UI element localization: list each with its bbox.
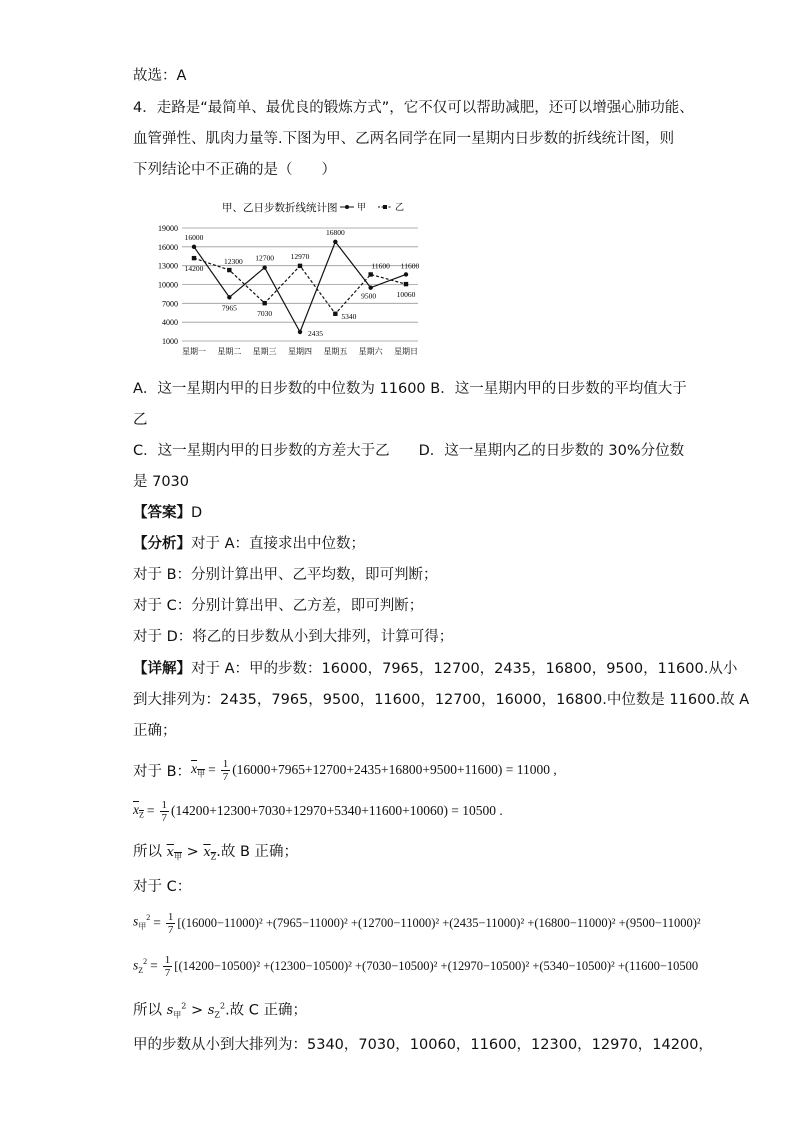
frac-den: 7	[161, 811, 168, 824]
equals: =	[153, 915, 161, 930]
formula-mean-yi	[133, 793, 503, 829]
gt: >	[190, 1002, 204, 1019]
detail-text-1: 对于 A：甲的步数：16000，7965，12700，2435，16800，9500，11600.从小	[191, 661, 738, 677]
fraction	[163, 954, 173, 979]
x-tick-label: 星期三	[252, 347, 277, 356]
equals: =	[150, 958, 158, 973]
answer-line	[133, 503, 202, 523]
mean-yi-symbol	[203, 845, 216, 860]
var-x: x	[133, 802, 139, 818]
var-symbol-jia: $s_甲^2$	[133, 913, 151, 932]
y-tick-label: 13000	[158, 261, 178, 271]
fraction	[160, 799, 170, 824]
var-s: s	[133, 957, 139, 973]
var-s: s	[166, 1003, 174, 1019]
detail-line2: 到大排列为：2435，7965，9500，11600，12700，16000，16800.中位数是 11600.故 A	[133, 692, 750, 708]
var-x: x	[166, 845, 174, 860]
expr-b1: (16000+7965+12700+2435+16800+9500+11600) = 11000 ,	[232, 762, 557, 777]
data-label: 7030	[257, 309, 273, 319]
var-yi-symbol: $s_Z^2$	[207, 1002, 226, 1020]
formula-var-jia	[133, 905, 701, 941]
fraction	[166, 911, 176, 936]
chart-grid	[182, 228, 418, 341]
detail-conclusion-c	[133, 997, 307, 1026]
data-label: 12970	[290, 251, 310, 261]
detail-conclusion-b	[133, 842, 298, 868]
question-4-line3: 下列结论中不正确的是（ ）	[133, 162, 336, 178]
legend-label: 乙	[395, 202, 405, 212]
chart-title: 甲、乙日步数折线统计图	[222, 203, 338, 214]
answer-value: D	[191, 505, 203, 521]
data-label: 14200	[184, 264, 204, 274]
analysis-line1	[133, 534, 365, 554]
frac-den: 7	[167, 923, 174, 936]
sub-yi: Z	[210, 852, 217, 862]
y-tick-label: 19000	[158, 224, 178, 233]
option-a-b-line2: 乙	[133, 412, 148, 428]
x-tick-label: 星期一	[182, 347, 206, 356]
data-label: 7965	[221, 303, 237, 313]
analysis-line2: 对于 B：分别计算出甲、乙平均数，即可判断；	[133, 567, 438, 583]
point-乙	[368, 272, 372, 276]
legend-marker	[345, 205, 349, 209]
var-symbol-yi: $s_Z^2$	[133, 956, 148, 976]
y-tick-label: 1000	[162, 337, 178, 346]
expr-c1: [(16000−11000)² +(7965−11000)² +(12700−11000)² +(2435−11000)² +(16800−11000)² +(9500−11000)²	[177, 915, 701, 930]
point-乙	[192, 256, 196, 260]
sub-yi: Z	[214, 1010, 220, 1020]
analysis-tag: 【分析】	[133, 536, 191, 552]
frac-den: 7	[164, 966, 171, 979]
detail-tag: 【详解】	[133, 661, 191, 677]
point-甲	[298, 330, 302, 334]
detail-line1	[133, 659, 737, 679]
expr-b2: (14200+12300+7030+12970+5340+11600+10060) = 10500 .	[171, 803, 503, 818]
option-a-b-line1: A．这一星期内甲的日步数的中位数为 11600 B．这一星期内甲的日步数的平均值大于	[133, 381, 687, 397]
so-text: 所以	[133, 844, 162, 860]
detail-line-c: 对于 C：	[133, 879, 192, 895]
data-label: 11600	[400, 261, 420, 271]
legend-label: 甲	[357, 202, 367, 212]
point-乙	[262, 301, 266, 305]
gt: >	[186, 844, 199, 860]
sub-jia: 甲	[173, 852, 182, 862]
option-c-d-line2: 是 7030	[133, 474, 190, 490]
point-甲	[404, 272, 408, 276]
var-x: x	[203, 845, 211, 860]
equals: =	[146, 803, 155, 818]
data-label: 12700	[255, 253, 275, 263]
chart-legend	[340, 202, 404, 212]
point-甲	[262, 265, 266, 269]
data-label: 5340	[341, 311, 357, 321]
x-tick-label: 星期二	[217, 347, 242, 356]
y-axis-labels	[158, 224, 178, 346]
frac-num: 1	[164, 953, 171, 966]
analysis-line4: 对于 D：将乙的日步数从小到大排列，计算可得；	[133, 629, 454, 645]
x-axis-labels	[182, 346, 418, 356]
frac-num: 1	[161, 798, 168, 811]
mean-jia-symbol	[167, 845, 182, 860]
data-label: 10060	[396, 290, 416, 300]
step-count-line-chart	[140, 196, 430, 366]
sub-jia: 甲	[173, 1010, 182, 1020]
data-label: 2435	[308, 328, 323, 338]
point-甲	[368, 285, 372, 289]
point-甲	[333, 240, 337, 244]
analysis-line3: 对于 C：分别计算出甲、乙方差，即可判断；	[133, 598, 424, 614]
formula-var-yi	[133, 948, 698, 984]
frac-den: 7	[222, 770, 229, 783]
x-tick-label: 星期五	[323, 347, 348, 356]
sub-jia: 甲	[197, 769, 206, 779]
point-乙	[298, 264, 302, 268]
expr-c2: [(14200−10500)² +(12300−10500)² +(7030−10500)² +(12970−10500)² +(5340−10500)² +(11600−10500	[174, 958, 699, 973]
answer-prev: 故选：A	[133, 68, 187, 84]
equals: =	[208, 762, 216, 777]
data-label: 12300	[223, 257, 243, 267]
so-text: 所以	[133, 1002, 162, 1019]
detail-text-b: 对于 B：	[133, 763, 192, 780]
y-tick-label: 16000	[158, 242, 178, 252]
y-tick-label: 4000	[162, 318, 178, 328]
analysis-text-1: 对于 A：直接求出中位数；	[191, 536, 366, 552]
var-s: s	[133, 913, 139, 929]
data-label: 9500	[361, 291, 377, 301]
frac-num: 1	[167, 910, 174, 923]
legend-marker	[383, 205, 387, 209]
var-x: x	[191, 760, 198, 776]
question-4-line2: 血管弹性、肌肉力量等.下图为甲、乙两名同学在同一星期内日步数的折线统计图，则	[133, 131, 675, 147]
frac-num: 1	[222, 757, 229, 770]
sub-yi: Z	[139, 810, 144, 820]
var-jia-symbol: $s_甲^2$	[166, 1002, 187, 1020]
mean-symbol-yi	[133, 802, 144, 820]
data-label: 16800	[325, 227, 345, 237]
point-乙	[227, 268, 231, 272]
var-s: s	[207, 1003, 215, 1019]
sub-yi: Z	[138, 966, 144, 976]
fraction	[221, 758, 231, 783]
point-乙	[333, 312, 337, 316]
data-label: 11600	[371, 261, 390, 271]
point-甲	[192, 245, 196, 249]
data-label: 16000	[184, 232, 204, 242]
question-4-line1: 4．走路是“最简单、最优良的锻炼方式”，它不仅可以帮助减肥，还可以增强心肺功能、	[133, 100, 694, 116]
conclusion-c-text: .故 C 正确；	[225, 1002, 308, 1019]
chart-series	[185, 228, 420, 338]
answer-tag: 【答案】	[133, 505, 191, 521]
y-tick-label: 7000	[162, 299, 178, 309]
sub-jia: 甲	[138, 922, 147, 932]
option-c-d-line1: C．这一星期内甲的日步数的方差大于乙 D．这一星期内乙的日步数的 30%分位数	[133, 443, 685, 459]
x-tick-label: 星期六	[358, 347, 383, 356]
conclusion-b-text: .故 B 正确；	[216, 844, 299, 860]
x-tick-label: 星期四	[288, 347, 312, 356]
detail-line3: 正确；	[133, 723, 177, 739]
mean-symbol	[191, 761, 205, 780]
point-乙	[404, 282, 408, 286]
formula-mean-jia	[133, 752, 557, 788]
x-tick-label: 星期日	[394, 347, 418, 356]
point-甲	[227, 295, 231, 299]
detail-line-d: 甲的步数从小到大排列为：5340，7030，10060，11600，12300，12970，14200，	[133, 1037, 713, 1053]
y-tick-label: 10000	[158, 280, 178, 290]
